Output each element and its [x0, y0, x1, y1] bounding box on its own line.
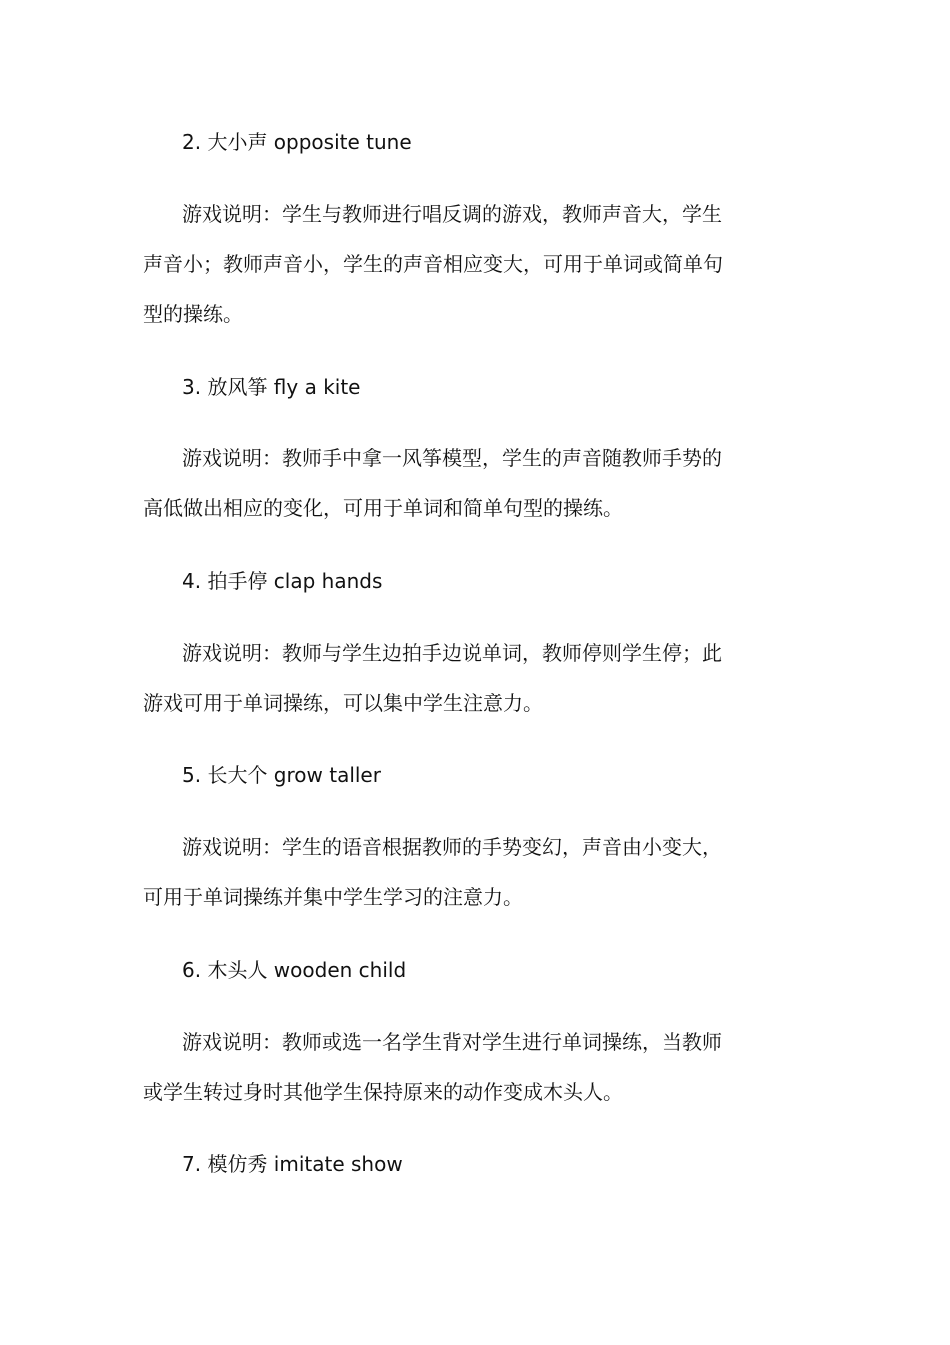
description-line: 高低做出相应的变化，可用于单词和简单句型的操练。: [143, 496, 623, 520]
section-heading-grow-taller: 5. 长大个 grow taller: [182, 763, 381, 787]
section-heading-wooden-child: 6. 木头人 wooden child: [182, 958, 407, 982]
description-line: 游戏可用于单词操练，可以集中学生注意力。: [143, 691, 543, 715]
description-line: 游戏说明：教师与学生边拍手边说单词，教师停则学生停；此: [182, 641, 722, 665]
description-line: 游戏说明：学生与教师进行唱反调的游戏，教师声音大，学生: [182, 202, 722, 226]
description-line: 可用于单词操练并集中学生学习的注意力。: [143, 885, 523, 909]
section-heading-opposite-tune: 2. 大小声 opposite tune: [182, 130, 412, 154]
section-heading-imitate-show: 7. 模仿秀 imitate show: [182, 1152, 403, 1176]
description-line: 或学生转过身时其他学生保持原来的动作变成木头人。: [143, 1080, 623, 1104]
section-heading-clap-hands: 4. 拍手停 clap hands: [182, 569, 383, 593]
description-line: 型的操练。: [143, 302, 243, 326]
description-line: 游戏说明：教师手中拿一风筝模型，学生的声音随教师手势的: [182, 446, 722, 470]
description-line: 游戏说明：教师或选一名学生背对学生进行单词操练，当教师: [182, 1030, 722, 1054]
description-line: 声音小；教师声音小，学生的声音相应变大，可用于单词或简单句: [143, 252, 723, 276]
section-heading-fly-a-kite: 3. 放风筝 fly a kite: [182, 375, 361, 399]
description-line: 游戏说明：学生的语音根据教师的手势变幻，声音由小变大，: [182, 835, 722, 859]
